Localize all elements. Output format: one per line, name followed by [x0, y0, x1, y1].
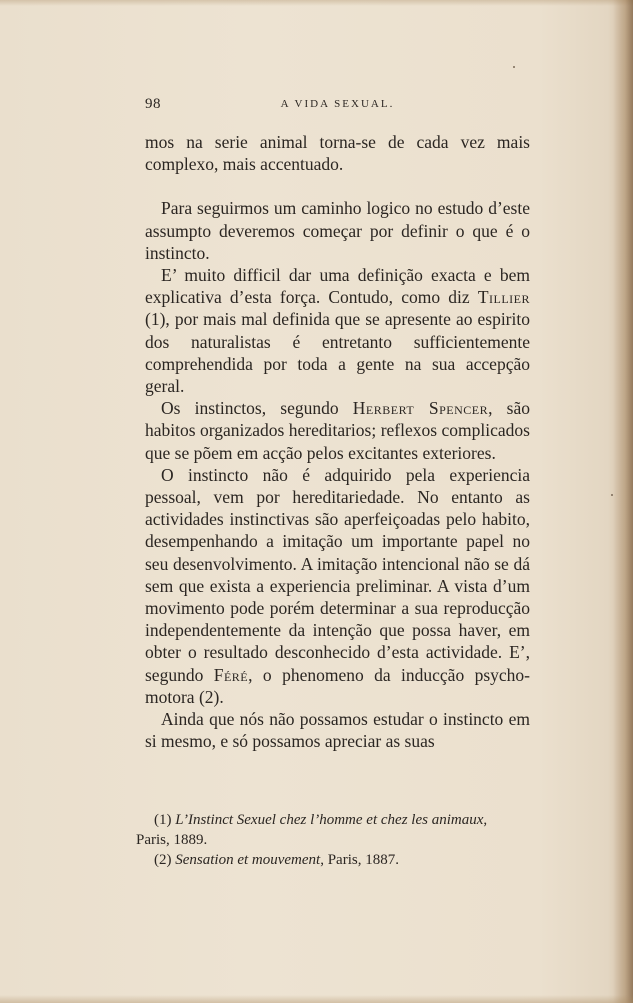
paragraph-4 — [145, 397, 530, 464]
footnote-1-marker: (1) — [154, 812, 176, 828]
footnote-2-marker: (2) — [154, 852, 176, 868]
footnote-1-place: Paris, 1889. — [136, 832, 208, 848]
paper-speck — [513, 66, 515, 68]
paragraph-4-text-a: Os instinctos, segundo — [161, 398, 353, 419]
paragraph-4-text-b: , são habitos organizados hereditarios; reflexos complicados que se põem em acção pelos excitantes exteriores. — [145, 398, 530, 463]
running-title: A VIDA SEXUAL. — [280, 98, 395, 110]
paragraph-1: mos na serie animal torna-se de cada vez mais complexo, mais accentuado. — [145, 132, 530, 175]
author-name-fere: Féré — [213, 664, 249, 685]
paragraph-5-text-b: , o phenomeno da inducção psycho-motora (2). — [145, 664, 531, 707]
paragraph-3-text-a: E’ muito difficil dar uma definição exacta e bem explicativa d’esta força. Contudo, como diz — [145, 265, 530, 308]
paper-speck — [611, 494, 613, 496]
page-bottom-edge — [0, 995, 633, 1003]
paragraph-gap — [145, 175, 530, 197]
footnote-2-rest: , Paris, 1887. — [320, 852, 399, 868]
running-head — [145, 96, 530, 116]
paragraph-5-text-a: O instincto não é adquirido pela experiencia pessoal, vem por hereditariedade. No entanto as actividades instinctivas são aperfeiçoadas pelo habito, desempenhando a imitação um importante papel no seu desenvolvimento. A imitação intencional não se dá sem que exista a experiencia preliminar. A vista d’um movimento pode porém determinar a sua reproducção independentemente da intenção que possa haver, em obter o resultado desconhecido d’esta actividade. E’, segundo — [145, 464, 530, 685]
paragraph-3-text-b: (1), por mais mal definida que se apresente ao espirito dos naturalistas é entretanto sufficientemente comprehendida por toda a gente na sua accepção geral. — [145, 309, 530, 397]
footnote-1-title: L’Instinct Sexuel chez l’homme et chez les animaux — [175, 812, 484, 828]
footnotes — [136, 810, 536, 870]
paragraph-3 — [145, 264, 530, 397]
paragraph-2: Para seguirmos um caminho logico no estudo d’este assumpto deveremos começar por definir o que é o instincto. — [145, 198, 530, 263]
body-text — [145, 131, 530, 752]
footnote-1-punct: , — [483, 812, 488, 828]
paragraph-6: Ainda que nós não possamos estudar o instincto em si mesmo, e só possamos apreciar as suas — [145, 709, 530, 752]
author-name-spencer: Herbert Spencer — [352, 398, 489, 419]
footnote-2-title: Sensation et mouvement — [175, 852, 321, 868]
footnote-2 — [136, 850, 536, 870]
page-number: 98 — [145, 96, 161, 112]
author-name-tillier: Tillier — [477, 287, 530, 308]
paragraph-5 — [145, 464, 530, 708]
page-spine-shadow — [613, 0, 633, 1003]
page-top-edge — [0, 0, 633, 6]
footnote-1 — [136, 810, 536, 830]
